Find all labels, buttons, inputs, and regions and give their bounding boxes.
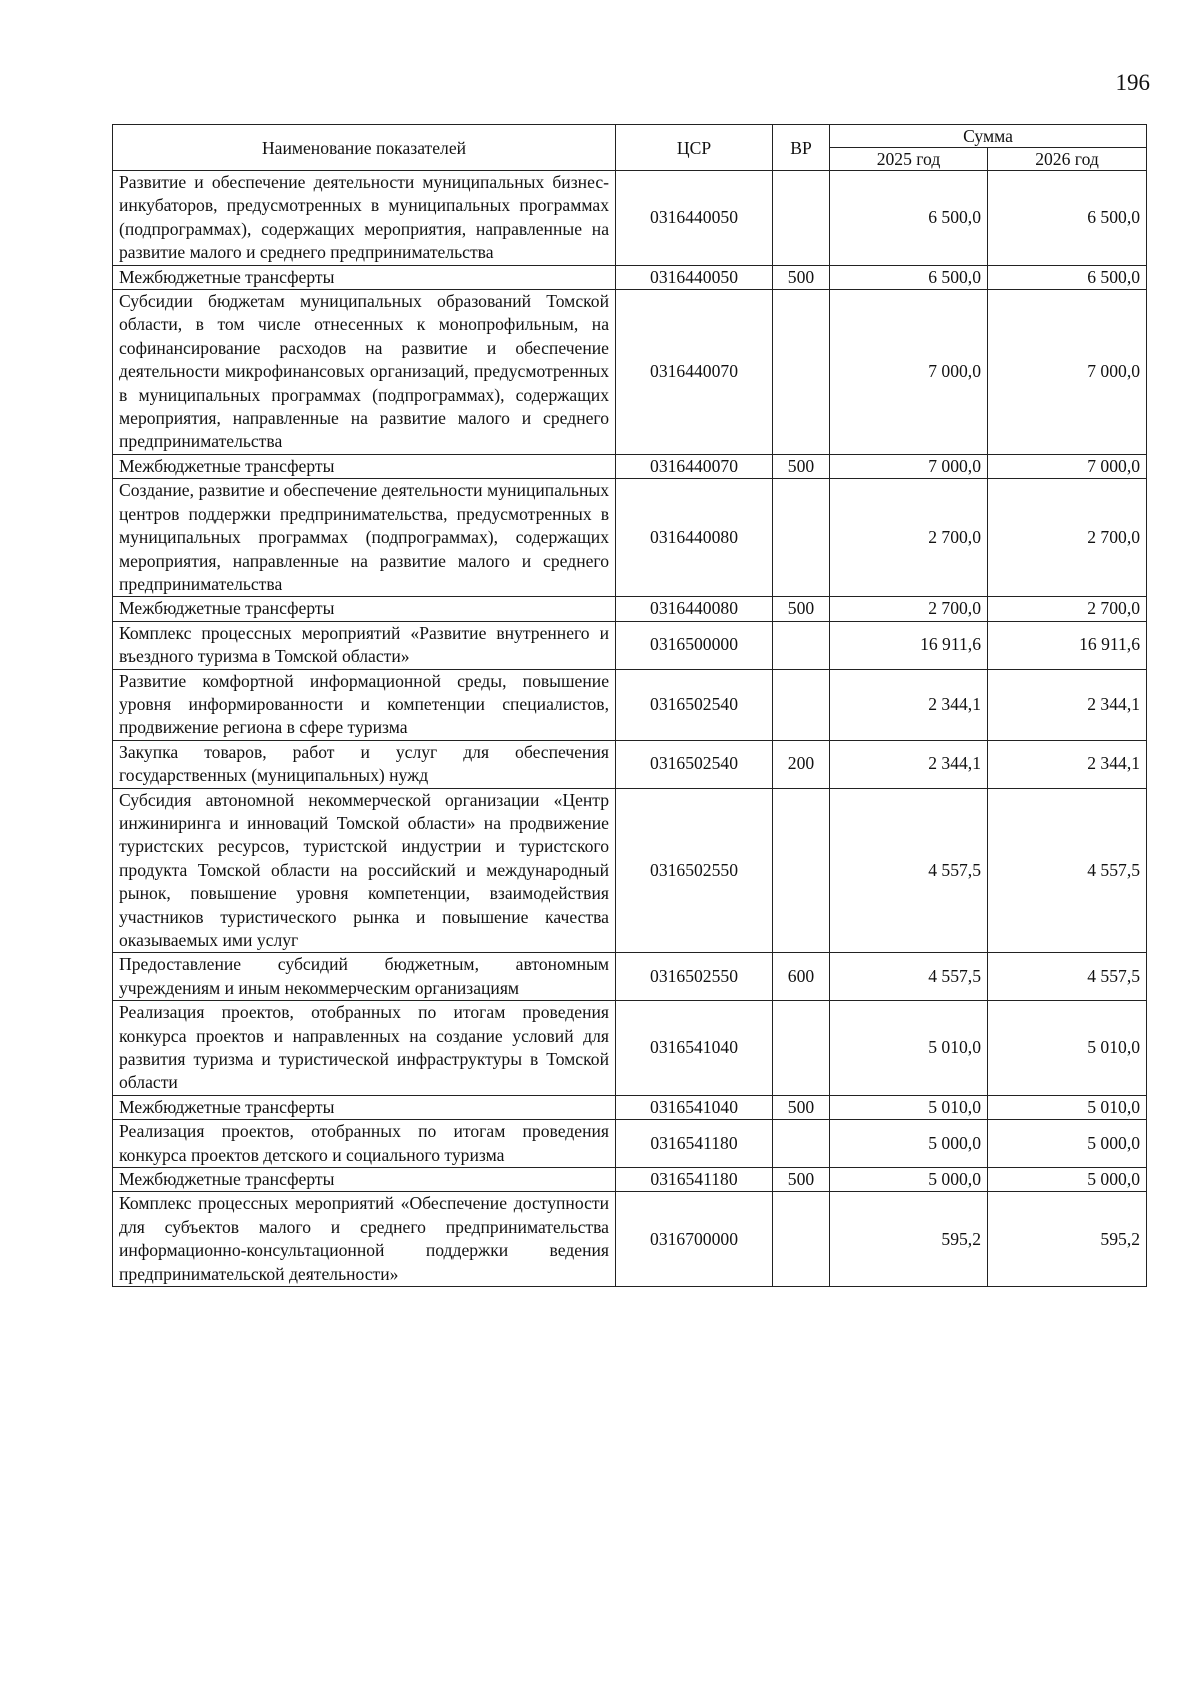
row-vr-cell — [773, 1192, 830, 1287]
header-sum: Сумма — [830, 125, 1147, 148]
table-row — [113, 953, 1147, 1001]
row-name-cell: Реализация проектов, отобранных по итогам проведения конкурса проектов детского и социального туризма — [113, 1120, 616, 1168]
table-row — [113, 265, 1147, 289]
row-2026-amount-cell: 4 557,5 — [988, 788, 1147, 953]
row-2025-amount-cell: 6 500,0 — [830, 265, 988, 289]
table-row — [113, 621, 1147, 669]
row-code-cell: 0316500000 — [616, 621, 773, 669]
row-vr-cell: 600 — [773, 953, 830, 1001]
row-2025-amount-cell: 2 344,1 — [830, 669, 988, 740]
header-name: Наименование показателей — [113, 125, 616, 171]
row-name-cell: Развитие и обеспечение деятельности муниципальных бизнес-инкубаторов, предусмотренных в муниципальных программах (подпрограммах), содержащих мероприятия, направленные на развитие малого и среднего предпринимательства — [113, 171, 616, 266]
row-2026-amount-cell: 4 557,5 — [988, 953, 1147, 1001]
row-2025-amount-cell: 7 000,0 — [830, 290, 988, 455]
row-2026-amount-cell: 2 700,0 — [988, 479, 1147, 597]
header-vr: ВР — [773, 125, 830, 171]
row-code-cell: 0316541040 — [616, 1095, 773, 1119]
table-row — [113, 740, 1147, 788]
table-row — [113, 1120, 1147, 1168]
row-name-cell: Субсидия автономной некоммерческой организации «Центр инжиниринга и инноваций Томской области» на продвижение туристских ресурсов, туристской индустрии и туристского продукта Томской области на российский и международный рынок, повышение уровня компетенции, взаимодействия участников туристического рынка и повышение качества оказываемых ими услуг — [113, 788, 616, 953]
row-code-cell: 0316502540 — [616, 740, 773, 788]
row-2026-amount-cell: 5 010,0 — [988, 1001, 1147, 1096]
header-code: ЦСР — [616, 125, 773, 171]
table-header — [113, 125, 1147, 171]
row-vr-cell — [773, 621, 830, 669]
row-code-cell: 0316440080 — [616, 597, 773, 621]
row-2025-amount-cell: 4 557,5 — [830, 788, 988, 953]
row-vr-cell: 500 — [773, 1168, 830, 1192]
row-vr-cell: 500 — [773, 1095, 830, 1119]
row-name-cell: Закупка товаров, работ и услуг для обеспечения государственных (муниципальных) нужд — [113, 740, 616, 788]
table-body — [113, 171, 1147, 1287]
row-vr-cell: 200 — [773, 740, 830, 788]
table-row — [113, 597, 1147, 621]
table-row — [113, 454, 1147, 478]
row-vr-cell — [773, 788, 830, 953]
row-2026-amount-cell: 5 000,0 — [988, 1120, 1147, 1168]
table-row — [113, 1095, 1147, 1119]
row-name-cell: Межбюджетные трансферты — [113, 454, 616, 478]
header-year-2026: 2026 год — [988, 148, 1147, 171]
row-2025-amount-cell: 5 000,0 — [830, 1168, 988, 1192]
row-vr-cell — [773, 1001, 830, 1096]
table-row — [113, 171, 1147, 266]
row-code-cell: 0316440070 — [616, 454, 773, 478]
row-vr-cell — [773, 479, 830, 597]
row-2025-amount-cell: 2 700,0 — [830, 597, 988, 621]
row-vr-cell — [773, 290, 830, 455]
row-2026-amount-cell: 6 500,0 — [988, 265, 1147, 289]
row-2026-amount-cell: 6 500,0 — [988, 171, 1147, 266]
row-vr-cell: 500 — [773, 454, 830, 478]
row-2026-amount-cell: 2 344,1 — [988, 669, 1147, 740]
table-row — [113, 1001, 1147, 1096]
row-2025-amount-cell: 7 000,0 — [830, 454, 988, 478]
row-code-cell: 0316541180 — [616, 1120, 773, 1168]
row-code-cell: 0316541040 — [616, 1001, 773, 1096]
row-code-cell: 0316440050 — [616, 265, 773, 289]
row-2025-amount-cell: 5 000,0 — [830, 1120, 988, 1168]
row-code-cell: 0316440050 — [616, 171, 773, 266]
row-name-cell: Предоставление субсидий бюджетным, автономным учреждениям и иным некоммерческим организациям — [113, 953, 616, 1001]
table-row — [113, 1192, 1147, 1287]
row-code-cell: 0316502540 — [616, 669, 773, 740]
row-code-cell: 0316541180 — [616, 1168, 773, 1192]
row-vr-cell: 500 — [773, 597, 830, 621]
row-2026-amount-cell: 2 700,0 — [988, 597, 1147, 621]
row-name-cell: Комплекс процессных мероприятий «Развитие внутреннего и въездного туризма в Томской области» — [113, 621, 616, 669]
row-2026-amount-cell: 595,2 — [988, 1192, 1147, 1287]
row-code-cell: 0316502550 — [616, 953, 773, 1001]
row-2026-amount-cell: 7 000,0 — [988, 290, 1147, 455]
row-2025-amount-cell: 5 010,0 — [830, 1001, 988, 1096]
row-2026-amount-cell: 16 911,6 — [988, 621, 1147, 669]
row-name-cell: Межбюджетные трансферты — [113, 1168, 616, 1192]
row-2025-amount-cell: 595,2 — [830, 1192, 988, 1287]
row-name-cell: Развитие комфортной информационной среды, повышение уровня информированности и компетенции специалистов, продвижение региона в сфере туризма — [113, 669, 616, 740]
table-row — [113, 479, 1147, 597]
row-code-cell: 0316502550 — [616, 788, 773, 953]
row-vr-cell — [773, 669, 830, 740]
row-vr-cell — [773, 171, 830, 266]
table-row — [113, 788, 1147, 953]
row-2026-amount-cell: 2 344,1 — [988, 740, 1147, 788]
row-vr-cell: 500 — [773, 265, 830, 289]
row-2025-amount-cell: 2 700,0 — [830, 479, 988, 597]
row-name-cell: Комплекс процессных мероприятий «Обеспечение доступности для субъектов малого и среднего предпринимательства информационно-консультационной поддержки ведения предпринимательской деятельности» — [113, 1192, 616, 1287]
row-2026-amount-cell: 5 010,0 — [988, 1095, 1147, 1119]
row-name-cell: Создание, развитие и обеспечение деятельности муниципальных центров поддержки предпринимательства, предусмотренных в муниципальных программах (подпрограммах), содержащих мероприятия, направленные на развитие малого и среднего предпринимательства — [113, 479, 616, 597]
table-row — [113, 1168, 1147, 1192]
header-year-2025: 2025 год — [830, 148, 988, 171]
row-2025-amount-cell: 4 557,5 — [830, 953, 988, 1001]
page-number: 196 — [1115, 70, 1150, 95]
row-code-cell: 0316440080 — [616, 479, 773, 597]
table-row — [113, 290, 1147, 455]
row-code-cell: 0316700000 — [616, 1192, 773, 1287]
row-2025-amount-cell: 16 911,6 — [830, 621, 988, 669]
row-vr-cell — [773, 1120, 830, 1168]
table-row — [113, 669, 1147, 740]
row-2025-amount-cell: 2 344,1 — [830, 740, 988, 788]
row-name-cell: Межбюджетные трансферты — [113, 597, 616, 621]
row-name-cell: Реализация проектов, отобранных по итогам проведения конкурса проектов и направленных на создание условий для развития туризма и туристической инфраструктуры в Томской области — [113, 1001, 616, 1096]
row-2026-amount-cell: 7 000,0 — [988, 454, 1147, 478]
row-2025-amount-cell: 5 010,0 — [830, 1095, 988, 1119]
budget-table — [112, 124, 1147, 1287]
row-code-cell: 0316440070 — [616, 290, 773, 455]
row-name-cell: Субсидии бюджетам муниципальных образований Томской области, в том числе отнесенных к монопрофильным, на софинансирование расходов на развитие и обеспечение деятельности микрофинансовых организаций, предусмотренных в муниципальных программах (подпрограммах), содержащих мероприятия, направленные на развитие малого и среднего предпринимательства — [113, 290, 616, 455]
row-2026-amount-cell: 5 000,0 — [988, 1168, 1147, 1192]
row-name-cell: Межбюджетные трансферты — [113, 1095, 616, 1119]
row-name-cell: Межбюджетные трансферты — [113, 265, 616, 289]
row-2025-amount-cell: 6 500,0 — [830, 171, 988, 266]
